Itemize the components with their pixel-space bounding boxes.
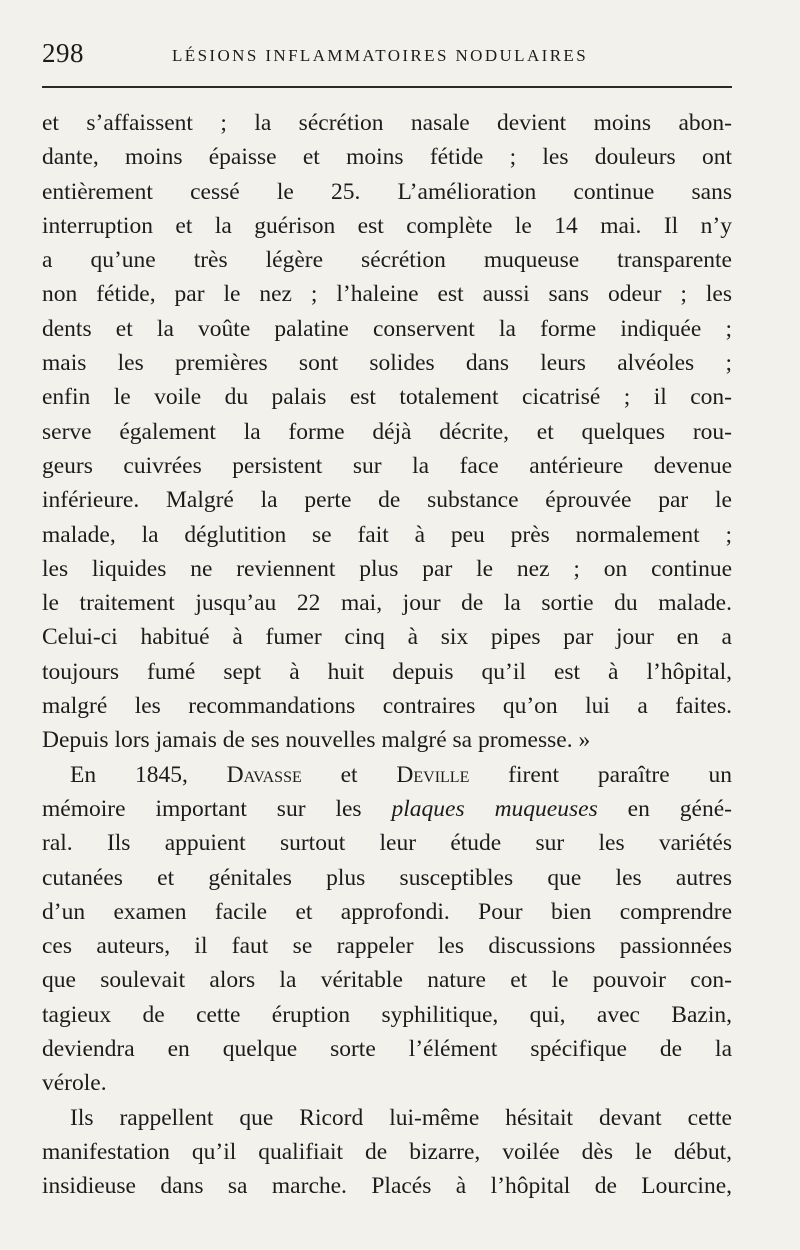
text-line: insidieuse dans sa marche. Placés à l’hôpital de Lourcine, <box>42 1173 732 1200</box>
page-header <box>42 38 732 72</box>
page-number: 298 <box>42 38 84 68</box>
text-line: entièrement cessé le 25. L’amélioration continue sans <box>42 178 732 205</box>
italic-term: plaques muqueuses <box>391 795 598 822</box>
author-name: Davasse <box>226 761 302 788</box>
text-line: tagieux de cette éruption syphilitique, qui, avec Bazin, <box>42 1001 732 1028</box>
paragraph-start-line: Ils rappellent que Ricord lui-même hésitait devant cette <box>70 1104 732 1131</box>
running-title: LÉSIONS INFLAMMATOIRES NODULAIRES <box>172 46 589 65</box>
text-line: les liquides ne reviennent plus par le nez ; on continue <box>42 555 732 582</box>
text-segment: mémoire important sur les <box>42 795 392 822</box>
text-line: d’un examen facile et approfondi. Pour bien comprendre <box>42 898 732 925</box>
text-line: que soulevait alors la véritable nature et le pouvoir con- <box>42 967 732 994</box>
text-line: malgré les recommandations contraires qu’on lui a faites. <box>42 693 732 720</box>
text-line: cutanées et génitales plus susceptibles que les autres <box>42 864 732 891</box>
text-line: interruption et la guérison est complète le 14 mai. Il n’y <box>42 212 732 239</box>
text-line: serve également la forme déjà décrite, et quelques rou- <box>42 418 732 445</box>
text-line: Celui-ci habitué à fumer cinq à six pipes par jour en a <box>42 624 732 651</box>
text-line: Depuis lors jamais de ses nouvelles malgré sa promesse. » <box>42 727 591 754</box>
text-line: enfin le voile du palais est totalement cicatrisé ; il con- <box>42 384 732 411</box>
paragraph-start-line <box>42 758 732 792</box>
text-line: deviendra en quelque sorte l’élément spécifique de la <box>42 1036 732 1063</box>
header-rule <box>42 86 732 88</box>
text-line: toujours fumé sept à huit depuis qu’il est à l’hôpital, <box>42 658 732 685</box>
text-line: a qu’une très légère sécrétion muqueuse transparente <box>42 247 732 274</box>
text-line: ces auteurs, il faut se rappeler les discussions passionnées <box>42 933 732 960</box>
text-line: ral. Ils appuient surtout leur étude sur les variétés <box>42 830 732 857</box>
text-segment: en géné- <box>597 795 732 822</box>
text-line: dante, moins épaisse et moins fétide ; les douleurs ont <box>42 144 732 171</box>
text-line: manifestation qu’il qualifiait de bizarre, voilée dès le début, <box>42 1138 732 1165</box>
text-line: et s’affaissent ; la sécrétion nasale devient moins abon- <box>42 110 732 136</box>
text-line: vérole. <box>42 1070 107 1097</box>
body-text <box>42 106 732 1204</box>
text-segment: et <box>301 761 397 788</box>
text-line <box>42 792 732 826</box>
text-line: geurs cuivrées persistent sur la face antérieure devenue <box>42 452 732 479</box>
text-line: mais les premières sont solides dans leurs alvéoles ; <box>42 350 732 377</box>
text-segment: En 1845, <box>70 761 227 788</box>
text-line: le traitement jusqu’au 22 mai, jour de la sortie du malade. <box>42 590 732 617</box>
text-line: dents et la voûte palatine conservent la forme indiquée ; <box>42 315 732 342</box>
text-line: malade, la déglutition se fait à peu près normalement ; <box>42 521 732 548</box>
author-name: Deville <box>396 761 470 788</box>
text-line: non fétide, par le nez ; l’haleine est aussi sans odeur ; les <box>42 281 732 308</box>
text-line: inférieure. Malgré la perte de substance éprouvée par le <box>42 487 732 514</box>
text-segment: firent paraître un <box>469 761 732 788</box>
